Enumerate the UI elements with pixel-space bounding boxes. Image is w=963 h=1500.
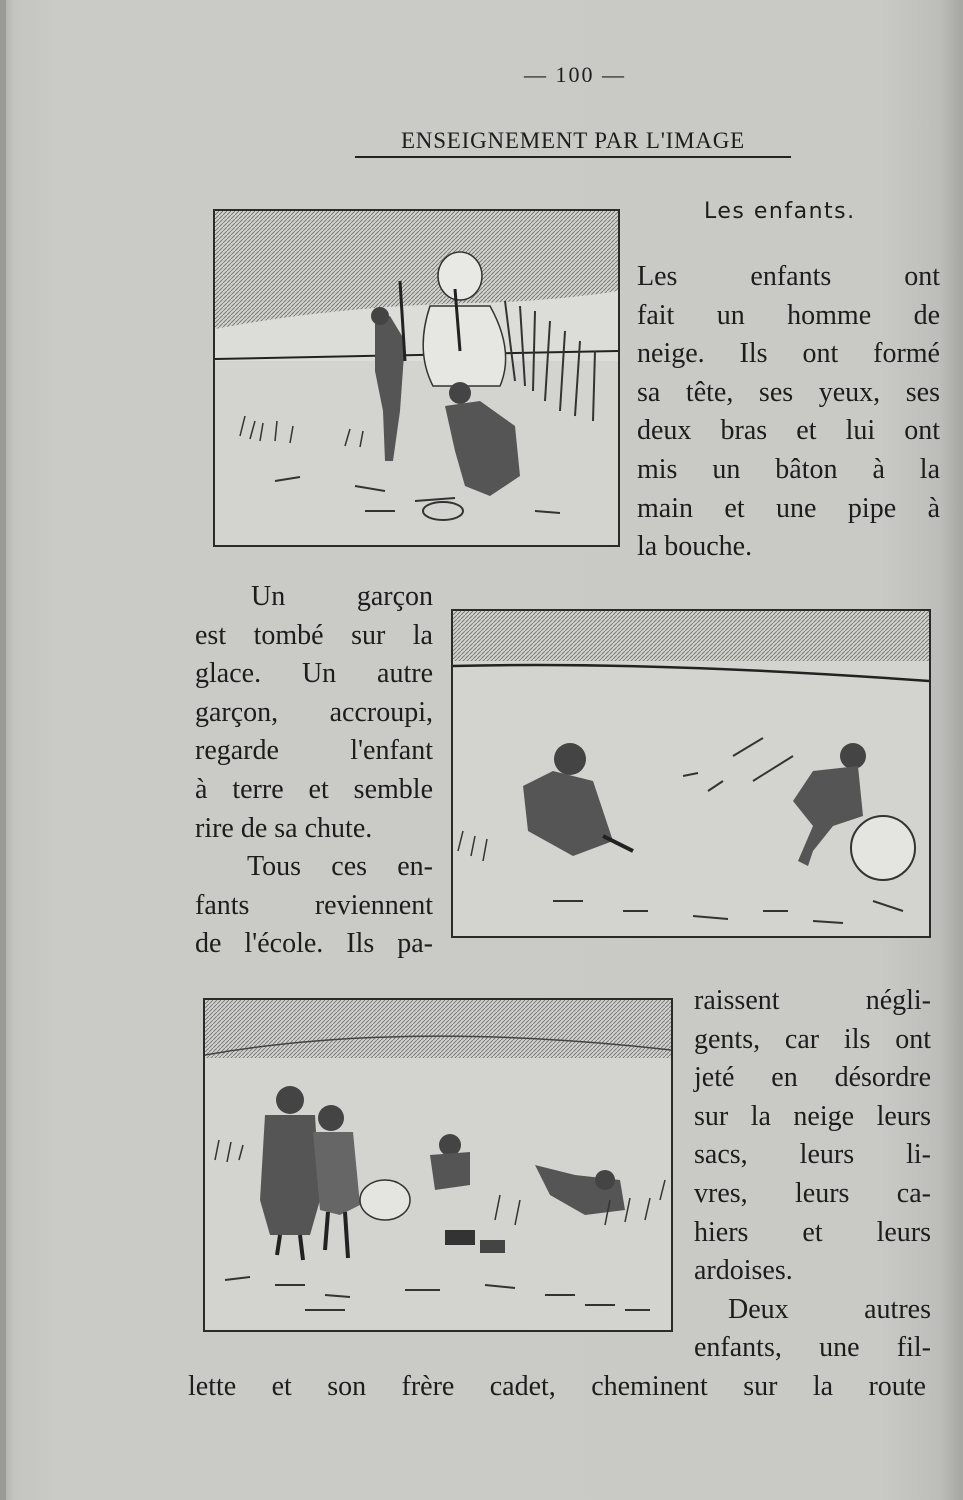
paragraph-negligent [694,982,931,1368]
road-drawing [205,1000,671,1330]
text-line: sacs, leurs li- [694,1139,931,1171]
text-line: à terre et semble [195,773,433,805]
page-spine-shadow [0,0,6,1500]
text-line: sur la neige leurs [694,1100,931,1132]
lesson-title: Les enfants. [704,199,856,224]
text-line: glace. Un autre [195,658,433,690]
text-line: ardoises. [694,1255,793,1287]
illustration-children-on-ice [451,609,931,938]
illustration-children-road [203,998,673,1332]
text-line: la bouche. [637,531,753,563]
text-line: de l'école. Ils pa- [195,928,433,960]
paragraph-fall-on-ice [195,578,433,964]
text-line: garçon, accroupi, [195,696,433,728]
text-line: hiers et leurs [694,1216,931,1248]
text-line: Deux autres [728,1293,931,1325]
text-line: Les enfants ont [637,261,940,292]
text-line: sa tête, ses yeux, ses [637,376,940,408]
text-line: lette et son frère cadet, cheminent sur la route [188,1371,926,1402]
text-line: main et une pipe à [637,492,940,524]
text-line: mis un bâton à la [637,453,940,485]
text-line: est tombé sur la [195,619,433,651]
text-line: fait un homme de [637,299,940,331]
snowman-drawing [215,211,618,545]
text-line: rire de sa chute. [195,812,373,844]
text-line: fants reviennent [195,889,433,921]
text-line: deux bras et lui ont [637,415,940,447]
text-line: vres, leurs ca- [694,1177,931,1209]
section-heading: ENSEIGNEMENT PAR L'IMAGE [355,128,791,158]
ice-drawing [453,611,929,936]
text-line: Un garçon [251,581,433,612]
text-line: raissent négli- [694,985,931,1016]
text-line: regarde l'enfant [195,735,433,767]
text-line: enfants, une fil- [694,1332,931,1364]
text-line: Tous ces en- [247,851,433,883]
illustration-snowman [213,209,620,547]
text-line: gents, car ils ont [694,1023,931,1055]
paragraph-continuation [188,1368,926,1407]
text-line: jeté en désordre [694,1062,931,1094]
text-line: neige. Ils ont formé [637,338,940,370]
paragraph-snowman [637,258,940,567]
page-number: — 100 — [524,62,626,87]
